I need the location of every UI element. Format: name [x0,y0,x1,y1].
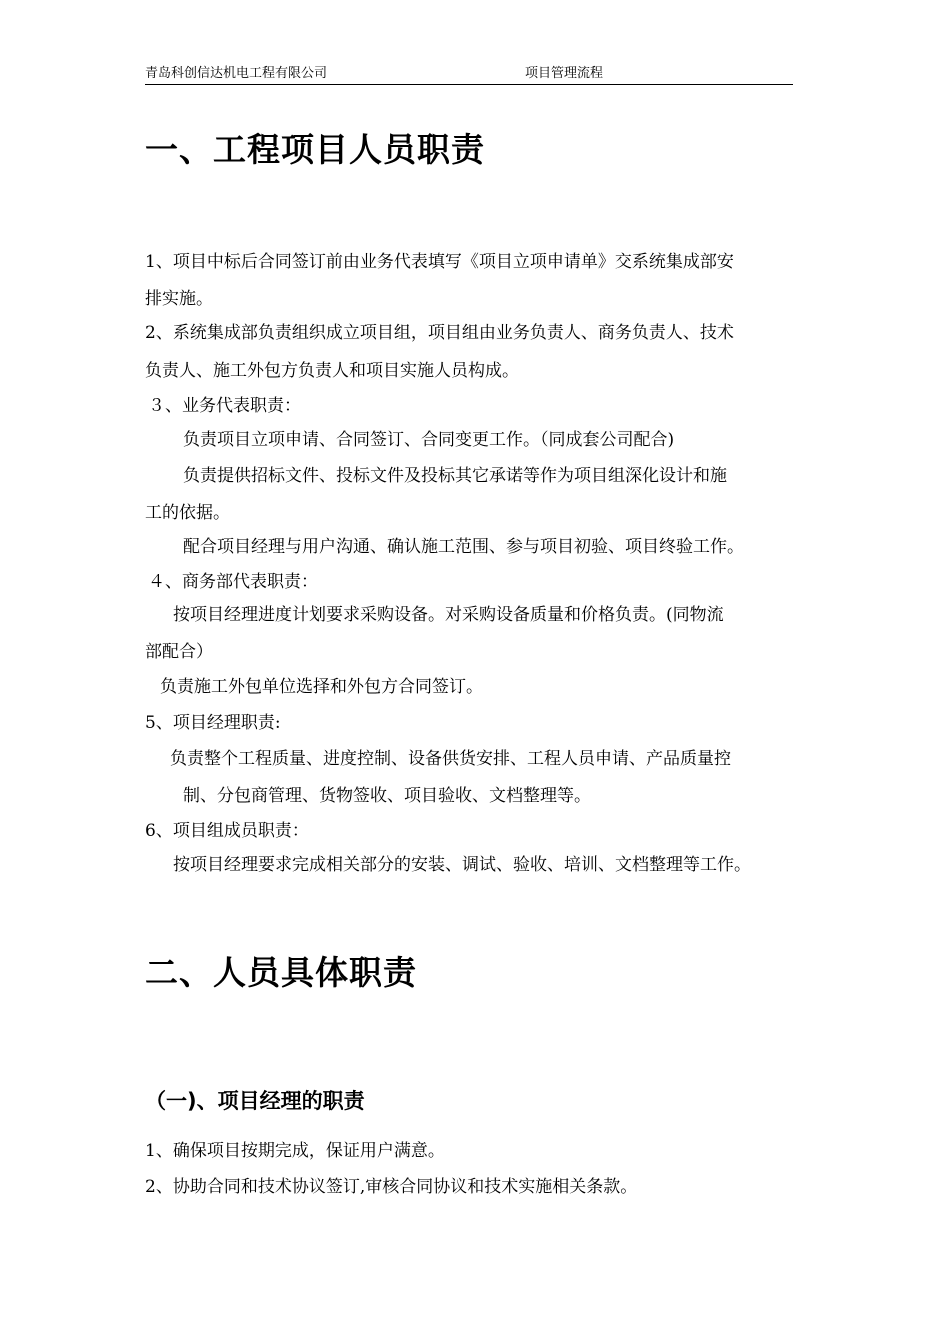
paragraph-line: ３、业务代表职责： [148,396,301,416]
paragraph-line: 工的依据。 [145,503,230,523]
paragraph-line: 按项目经理进度计划要求采购设备。对采购设备质量和价格负责。(同物流 [173,605,724,625]
paragraph-line: 负责提供招标文件、投标文件及投标其它承诺等作为项目组深化设计和施 [183,466,727,486]
header-document-title: 项目管理流程 [525,66,604,81]
subsection-heading-project-manager: （一)、项目经理的职责 [145,1089,365,1113]
paragraph-line: 负责人、施工外包方负责人和项目实施人员构成。 [145,361,519,381]
paragraph-line: 1、项目中标后合同签订前由业务代表填写《项目立项申请单》交系统集成部安 [145,252,734,272]
paragraph-line: 排实施。 [145,289,213,309]
paragraph-line: 负责整个工程质量、进度控制、设备供货安排、工程人员申请、产品质量控 [170,749,731,769]
paragraph-line: 6、项目组成员职责： [145,821,309,841]
paragraph-line: ４、商务部代表职责： [148,572,318,592]
paragraph-line: 2、协助合同和技术协议签订,审核合同协议和技术实施相关条款。 [145,1177,638,1197]
paragraph-line: 制、分包商管理、货物签收、项目验收、文档整理等。 [183,786,591,806]
paragraph-line: 部配合） [145,642,213,662]
paragraph-line: 2、系统集成部负责组织成立项目组，项目组由业务负责人、商务负责人、技术 [145,323,734,343]
paragraph-line: 1、确保项目按期完成，保证用户满意。 [145,1141,445,1161]
paragraph-line: 按项目经理要求完成相关部分的安装、调试、验收、培训、文档整理等工作。 [173,855,751,875]
header-company-name: 青岛科创信达机电工程有限公司 [145,66,328,81]
header-rule [145,84,793,85]
section-1-heading: 一、工程项目人员职责 [145,130,485,169]
paragraph-line: 负责施工外包单位选择和外包方合同签订。 [160,677,483,697]
section-2-heading: 二、人员具体职责 [145,953,417,992]
paragraph-line: 负责项目立项申请、合同签订、合同变更工作。（同成套公司配合) [183,430,675,450]
paragraph-line: 5、项目经理职责: [145,713,281,733]
paragraph-line: 配合项目经理与用户沟通、确认施工范围、参与项目初验、项目终验工作。 [183,537,744,557]
